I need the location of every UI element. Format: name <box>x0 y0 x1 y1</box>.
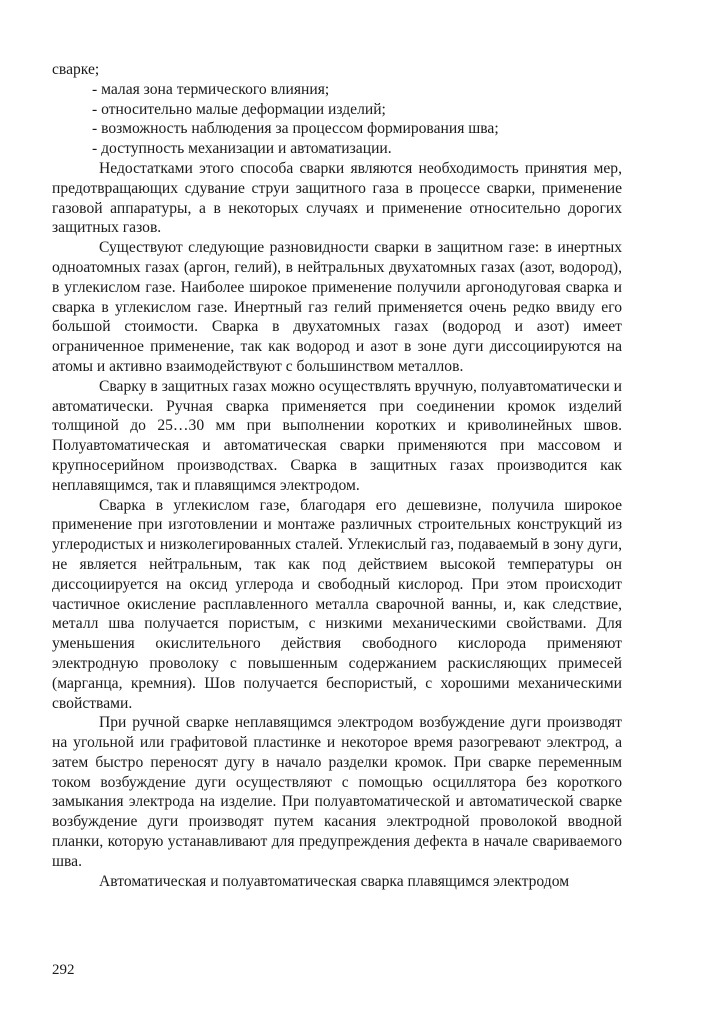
body-text <box>52 60 622 891</box>
advantages-list <box>52 80 622 159</box>
page-number: 292 <box>52 962 75 978</box>
paragraph-modes: Сварку в защитных газах можно осуществлять вручную, полуавтоматически и автоматически. Ручная сварка применяется при соединении кромок изделий толщиной до 25…30 мм при выполнении коротких и криволинейных швов. Полуавтоматическая и автоматическая сварки применяются при массовом и крупносерийном производствах. Сварка в защитных газах производится как неплавящимся, так и плавящимся электродом. <box>52 377 622 494</box>
paragraph-gas-types: Существуют следующие разновидности сварки в защитном газе: в инертных одноатомных газах (аргон, гелий), в нейтральных двухатомных газах (азот, водород), в углекислом газе. Наиболее широкое применение получили аргонодуговая сварка и сварка в углекислом газе. Инертный газ гелий применяется очень редко ввиду его большой стоимости. Сварка в двухатомных газах (водород и азот) имеет ограниченное применение, так как водород и азот в зоне дуги диссоциируются на атомы и активно взаимодействуют с большинством металлов. <box>52 239 622 375</box>
list-item: - малая зона термического влияния; <box>92 80 330 98</box>
paragraph-arc-ignition: При ручной сварке неплавящимся электродом возбуждение дуги производят на угольной или графитовой пластинке и некоторое время разогревают электрод, а затем быстро переносят дугу в начало разделки кромок. При сварке переменным током возбуждение дуги осуществляют с помощью осциллятора без короткого замыкания электрода на изделие. При полуавтоматической и автоматической сварке возбуждение дуги производят путем касания электродной проволокой вводной планки, которую устанавливают для предупреждения дефекта в начале свариваемого шва. <box>52 714 622 870</box>
paragraph-disadvantages: Недостатками этого способа сварки являются необходимость принятия мер, предотвращающих сдувание струи защитного газа в процессе сварки, применение газовой аппаратуры, а в некоторых случаях и применение относительно дорогих защитных газов. <box>52 159 622 237</box>
list-item: - возможность наблюдения за процессом формирования шва; <box>92 120 499 138</box>
paragraph-co2-welding: Сварка в углекислом газе, благодаря его дешевизне, получила широкое применение при изготовлении и монтаже различных строительных конструкций из углеродистых и низколегированных сталей. Углекислый газ, подаваемый в зону дуги, не является нейтральным, так как под действием высокой температуры он диссоциируется на оксид углерода и свободный кислород. При этом происходит частичное окисление расплавленного металла сварочной ванны, и, как следствие, металл шва получается пористым, с низкими механическими свойствами. Для уменьшения окислительного действия свободного кислорода применяют электродную проволоку с повышенным содержанием раскисляющих примесей (марганца, кремния). Шов получается беспористый, с хорошими механическими свойствами. <box>52 496 622 712</box>
list-item: - доступность механизации и автоматизации. <box>92 140 392 158</box>
list-item: - относительно малые деформации изделий; <box>92 100 386 118</box>
paragraph-automatic-welding: Автоматическая и полуавтоматическая сварка плавящимся электродом <box>99 872 570 890</box>
lead-fragment: сварке; <box>52 61 100 78</box>
